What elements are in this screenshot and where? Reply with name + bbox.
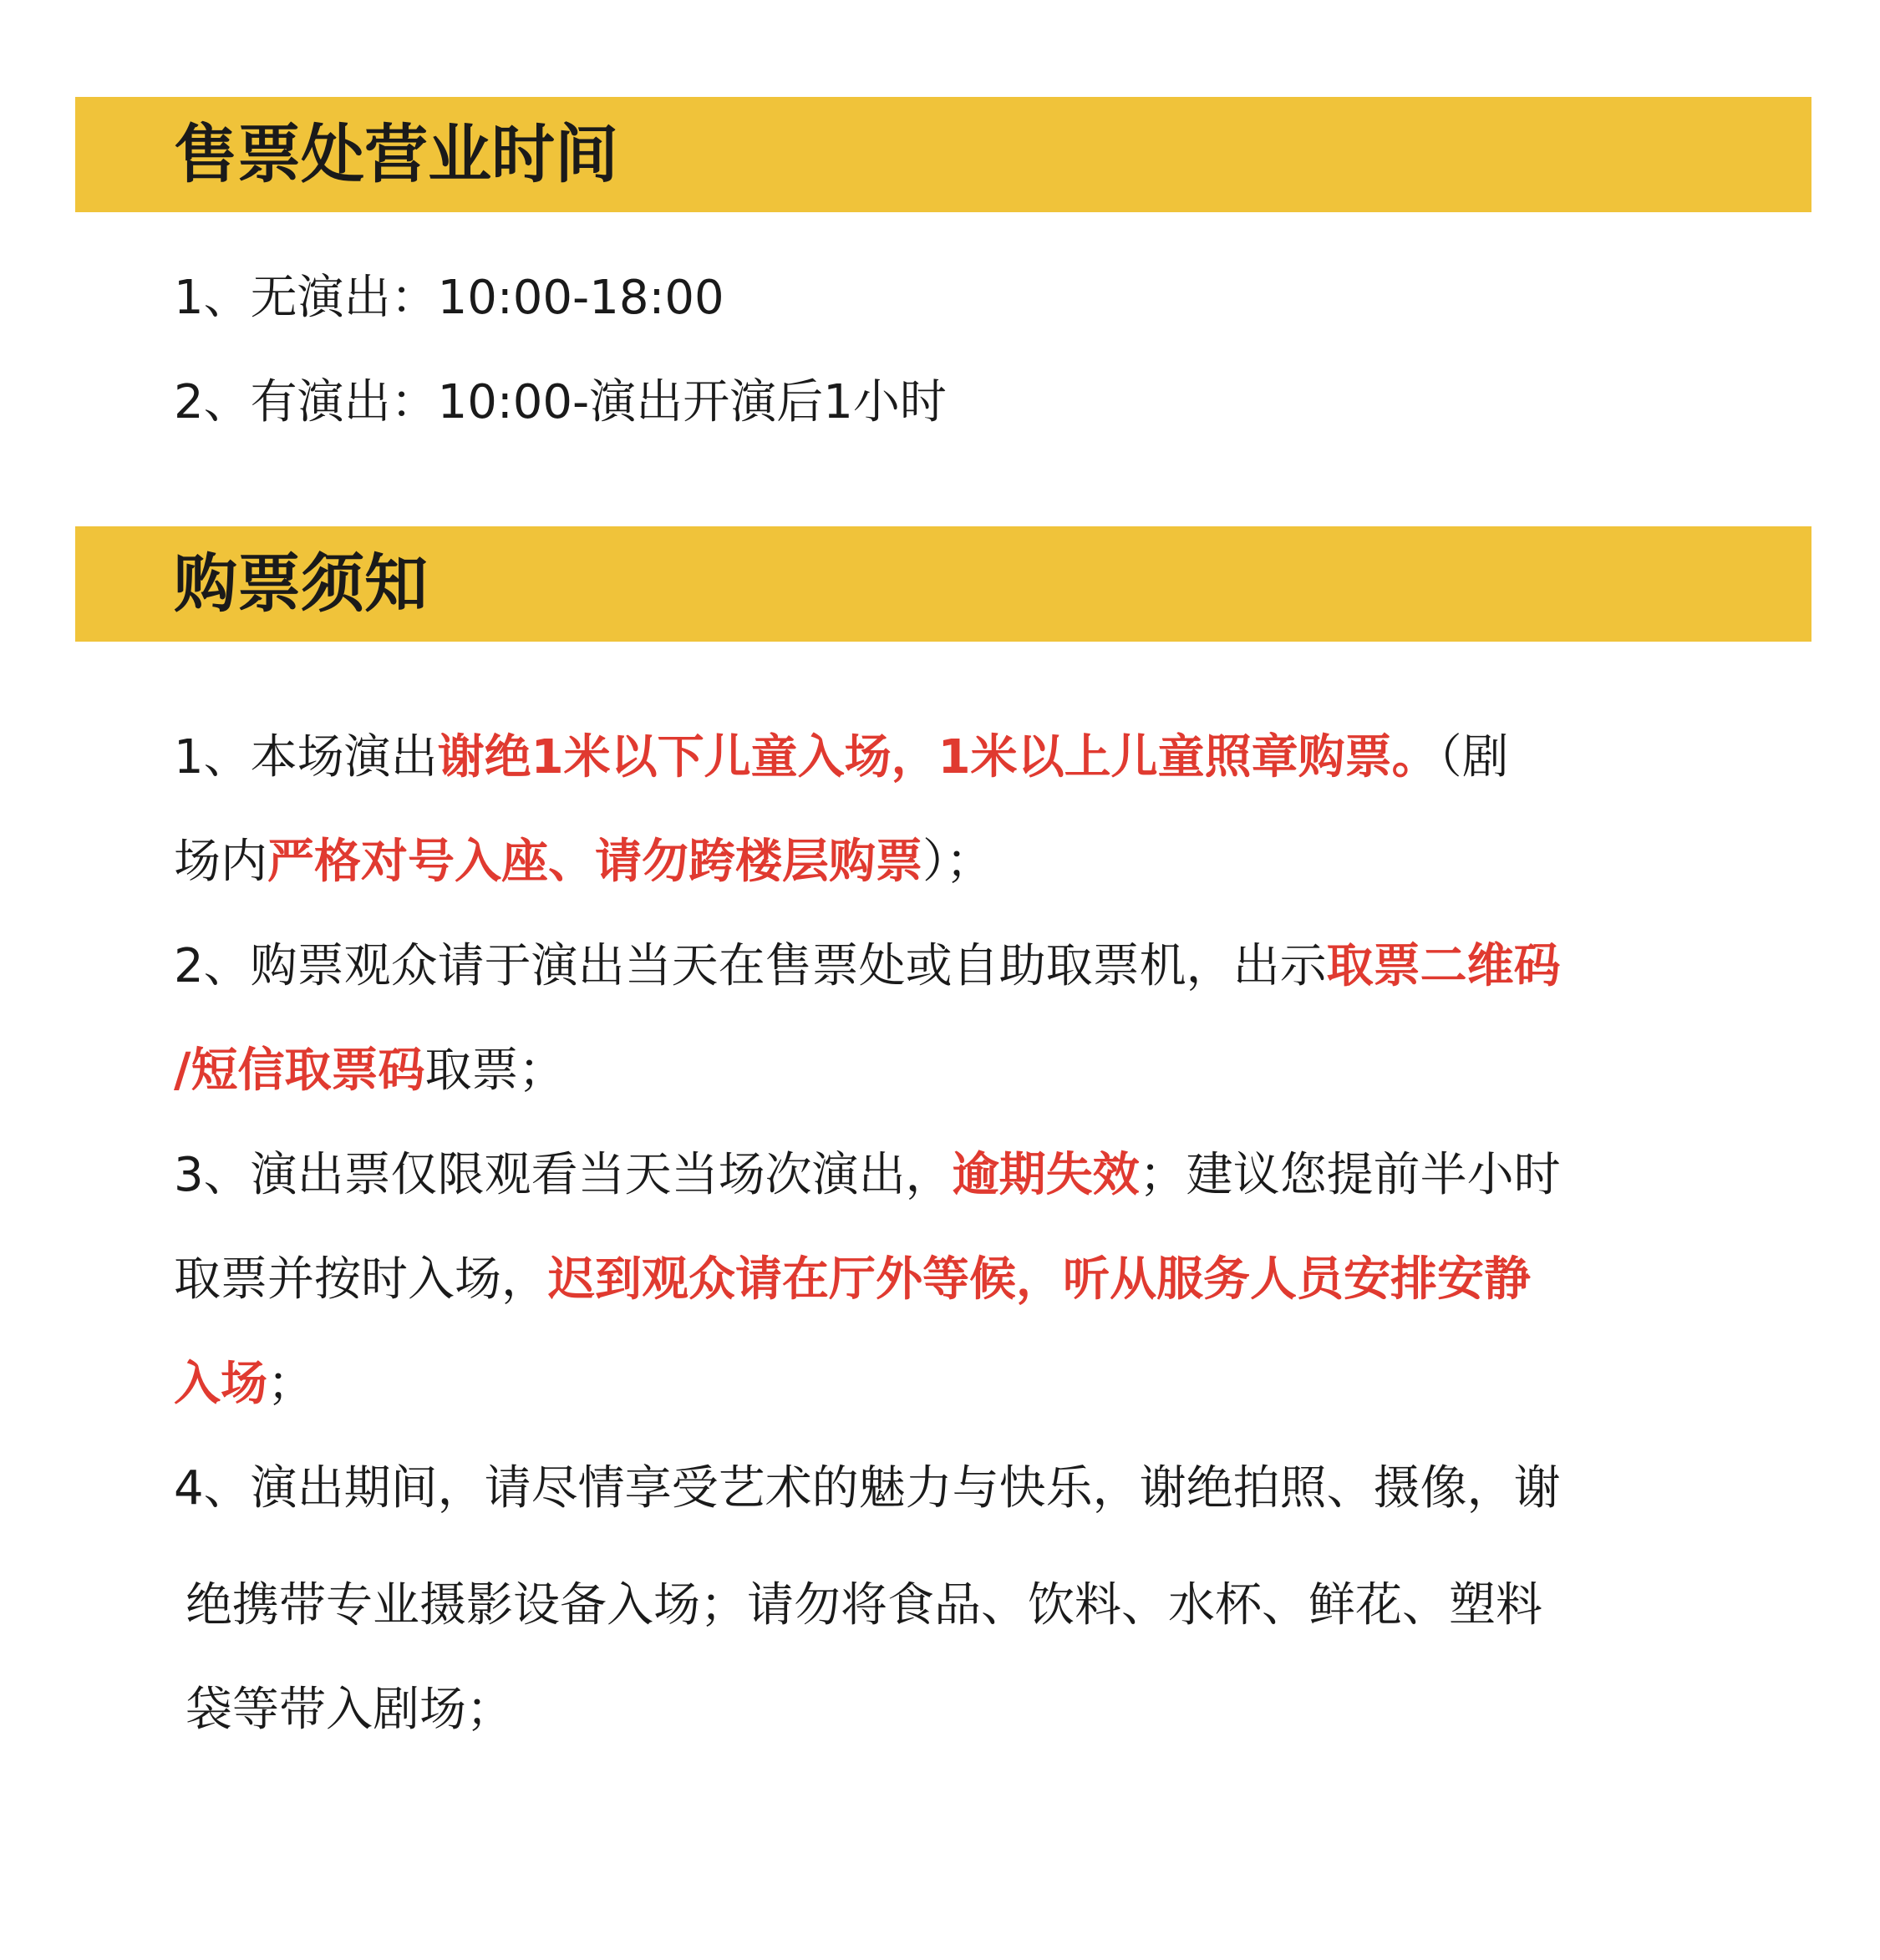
notice-item-4-line-1: 4、演出期间，请尽情享受艺术的魅力与快乐，谢绝拍照、摄像，谢 xyxy=(174,1461,1561,1516)
highlight-text: 逾期失效 xyxy=(952,1148,1140,1202)
hours-item-2: 2、有演出：10:00-演出开演后1小时 xyxy=(174,375,947,429)
notice-item-4-line-3: 袋等带入剧场； xyxy=(185,1683,513,1737)
text: 场内 xyxy=(174,835,267,889)
notice-item-1-line-1 xyxy=(174,731,1509,785)
notice-item-2-line-1 xyxy=(174,940,1561,993)
notice-item-3-line-1 xyxy=(174,1149,1561,1202)
notice-banner xyxy=(75,526,1811,642)
highlight-text: 谢绝1米以下儿童入场，1米以上儿童照章购票。 xyxy=(437,730,1439,785)
highlight-text: 取票二维码 xyxy=(1326,939,1561,993)
text: 3、演出票仅限观看当天当场次演出， xyxy=(174,1148,953,1202)
highlight-text: /短信取票码 xyxy=(174,1043,425,1098)
text: 1、本场演出 xyxy=(174,730,438,785)
highlight-text: 严格对号入座、请勿跨楼层购票 xyxy=(267,835,922,889)
text: 取票； xyxy=(424,1043,566,1098)
notice-item-1-line-2 xyxy=(174,835,993,889)
notice-item-4-line-2: 绝携带专业摄影设备入场；请勿将食品、饮料、水杯、鲜花、塑料 xyxy=(185,1578,1542,1632)
hours-banner xyxy=(75,97,1811,212)
notice-title: 购票须知 xyxy=(174,546,428,621)
text: ）； xyxy=(922,835,993,889)
notice-item-2-line-2 xyxy=(174,1044,565,1098)
highlight-text: 入场 xyxy=(174,1357,267,1411)
hours-item-1: 1、无演出：10:00-18:00 xyxy=(174,271,724,325)
text: ； xyxy=(267,1357,314,1411)
notice-item-3-line-2 xyxy=(174,1253,1531,1307)
highlight-text: 迟到观众请在厅外等候，听从服务人员安排安静 xyxy=(548,1252,1531,1307)
text: 取票并按时入场， xyxy=(174,1252,548,1307)
text: 2、购票观众请于演出当天在售票处或自助取票机，出示 xyxy=(174,939,1327,993)
text: （剧 xyxy=(1438,730,1509,785)
hours-title: 售票处营业时间 xyxy=(174,117,618,191)
text: ；建议您提前半小时 xyxy=(1139,1148,1561,1202)
notice-item-3-line-3 xyxy=(174,1358,314,1411)
